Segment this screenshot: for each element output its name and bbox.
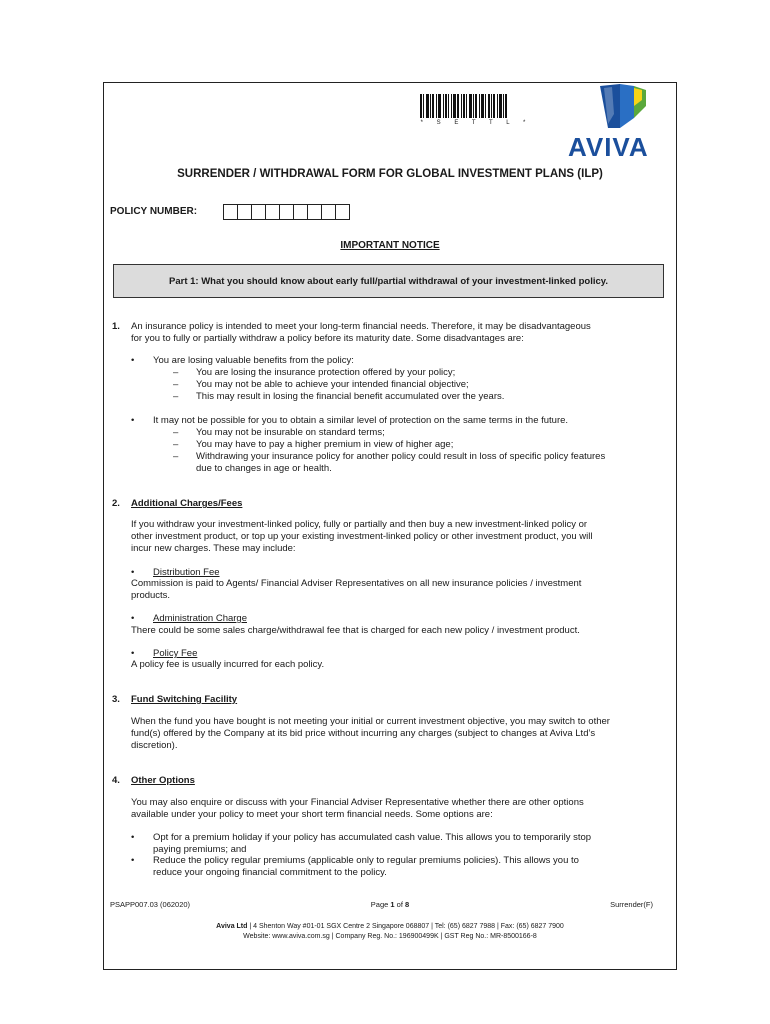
dash-marker: – <box>173 391 179 402</box>
section3-para-line1: When the fund you have bought is not meeting your initial or current investment objective, you may switch to other <box>131 716 610 727</box>
part1-banner <box>113 264 664 298</box>
section4-bullet2-line1: Reduce the policy regular premiums (applicable only to regular premiums policies). This allows you to <box>153 855 579 866</box>
section2-para-line3: incur new charges. These may include: <box>131 543 296 554</box>
address-text: | 4 Shenton Way #01-01 SGX Centre 2 Singapore 068807 | Tel: (65) 6827 7988 | Fax: (65) 6827 7900 <box>247 923 564 930</box>
barcode-text: * S E T T L * <box>420 120 532 126</box>
address-line2: Website: www.aviva.com.sg | Company Reg. No.: 196900499K | GST Reg No.: MR-8500166-8 <box>243 933 537 940</box>
policy-number-boxes[interactable] <box>223 204 349 220</box>
section3-number: 3. <box>112 694 120 705</box>
administration-charge-title: Administration Charge <box>153 613 247 624</box>
section1-b2-dash3-cont: due to changes in age or health. <box>196 463 332 474</box>
section3-para-line3: discretion). <box>131 740 178 751</box>
policy-number-box[interactable] <box>307 204 322 220</box>
section4-para-line2: available under your policy to meet your short term financial needs. Some options are: <box>131 809 493 820</box>
barcode <box>420 94 532 126</box>
company-name: Aviva Ltd <box>216 923 248 930</box>
policy-number-box[interactable] <box>265 204 280 220</box>
section1-b2-dash3: Withdrawing your insurance policy for another policy could result in loss of specific policy features <box>196 451 606 462</box>
dash-marker: – <box>173 379 179 390</box>
company-address <box>103 922 677 942</box>
form-reference: Surrender(F) <box>610 900 653 909</box>
section1-b2-dash2: You may have to pay a higher premium in view of higher age; <box>196 439 454 450</box>
section4-number: 4. <box>112 775 120 786</box>
section2-number: 2. <box>112 498 120 509</box>
policy-number-box[interactable] <box>321 204 336 220</box>
section2-para-line2: other investment product, or top up your existing investment-linked policy or other investment product, you will <box>131 531 593 542</box>
form-code: PSAPP007.03 (062020) <box>110 900 191 909</box>
section4-para-line1: You may also enquire or discuss with your Financial Adviser Representative whether there are other options <box>131 797 584 808</box>
section1-bullet1: You are losing valuable benefits from the policy: <box>153 355 354 366</box>
policy-number-box[interactable] <box>293 204 308 220</box>
important-notice-heading: IMPORTANT NOTICE <box>340 240 440 251</box>
section3-heading: Fund Switching Facility <box>131 694 238 705</box>
section1-b1-dash2: You may not be able to achieve your intended financial objective; <box>196 379 469 390</box>
dash-marker: – <box>173 451 179 462</box>
policy-fee-desc: A policy fee is usually incurred for each policy. <box>131 659 325 670</box>
section4-bullet1-line2: paying premiums; and <box>153 844 247 855</box>
dash-marker: – <box>173 367 179 378</box>
page-total: 8 <box>405 900 410 909</box>
barcode-bars <box>420 94 532 118</box>
policy-number-box[interactable] <box>335 204 350 220</box>
section1-b1-dash1: You are losing the insurance protection offered by your policy; <box>196 367 456 378</box>
form-title: SURRENDER / WITHDRAWAL FORM FOR GLOBAL INVESTMENT PLANS (ILP) <box>177 168 603 180</box>
section2-heading: Additional Charges/Fees <box>131 498 243 509</box>
page-prefix: Page <box>370 900 391 909</box>
policy-fee-title: Policy Fee <box>153 648 198 659</box>
part1-text: Part 1: What you should know about early full/partial withdrawal of your investment-linked policy. <box>169 275 608 287</box>
distribution-fee-desc-line2: products. <box>131 590 171 601</box>
section2-para-line1: If you withdraw your investment-linked policy, fully or partially and then buy a new investment-linked policy or <box>131 519 588 530</box>
policy-number-label: POLICY NUMBER: <box>110 206 198 217</box>
policy-number-box[interactable] <box>223 204 238 220</box>
section1-line1: An insurance policy is intended to meet your long-term financial needs. Therefore, it may be disadvantageous <box>131 321 591 332</box>
bullet-marker: • <box>131 355 135 366</box>
dash-marker: – <box>173 427 179 438</box>
aviva-logo-mark <box>568 84 680 134</box>
address-line1 <box>103 922 677 932</box>
distribution-fee-title: Distribution Fee <box>153 567 220 578</box>
bullet-marker: • <box>131 415 135 426</box>
distribution-fee-desc-line1: Commission is paid to Agents/ Financial Adviser Representatives on all new insurance policies / investment <box>131 578 582 589</box>
bullet-marker: • <box>131 613 135 624</box>
section4-bullet1-line1: Opt for a premium holiday if your policy has accumulated cash value. This allows you to temporarily stop <box>153 832 592 843</box>
page-indicator <box>103 900 677 909</box>
aviva-logo <box>568 84 680 163</box>
aviva-logo-text: AVIVA <box>568 132 649 162</box>
page-of: of <box>394 900 406 909</box>
bullet-marker: • <box>131 567 135 578</box>
page-number: 1 <box>390 900 395 909</box>
bullet-marker: • <box>131 832 135 843</box>
section1-line2: for you to fully or partially withdraw a policy before its maturity date. Some disadvantages are: <box>131 333 524 344</box>
bullet-marker: • <box>131 648 135 659</box>
policy-number-box[interactable] <box>251 204 266 220</box>
administration-charge-desc: There could be some sales charge/withdrawal fee that is charged for each new policy / investment product. <box>131 625 580 636</box>
policy-number-box[interactable] <box>237 204 252 220</box>
section3-para-line2: fund(s) offered by the Company at its bid price without incurring any charges (subject to changes at Aviva Ltd’s <box>131 728 596 739</box>
section1-b1-dash3: This may result in losing the financial benefit accumulated over the years. <box>196 391 505 402</box>
section1-b2-dash1: You may not be insurable on standard terms; <box>196 427 385 438</box>
bullet-marker: • <box>131 855 135 866</box>
section1-number: 1. <box>112 321 120 332</box>
section4-bullet2-line2: reduce your ongoing financial commitment to the policy. <box>153 867 387 878</box>
policy-number-box[interactable] <box>279 204 294 220</box>
dash-marker: – <box>173 439 179 450</box>
section1-bullet2: It may not be possible for you to obtain a similar level of protection on the same terms in the future. <box>153 415 569 426</box>
section4-heading: Other Options <box>131 775 195 786</box>
